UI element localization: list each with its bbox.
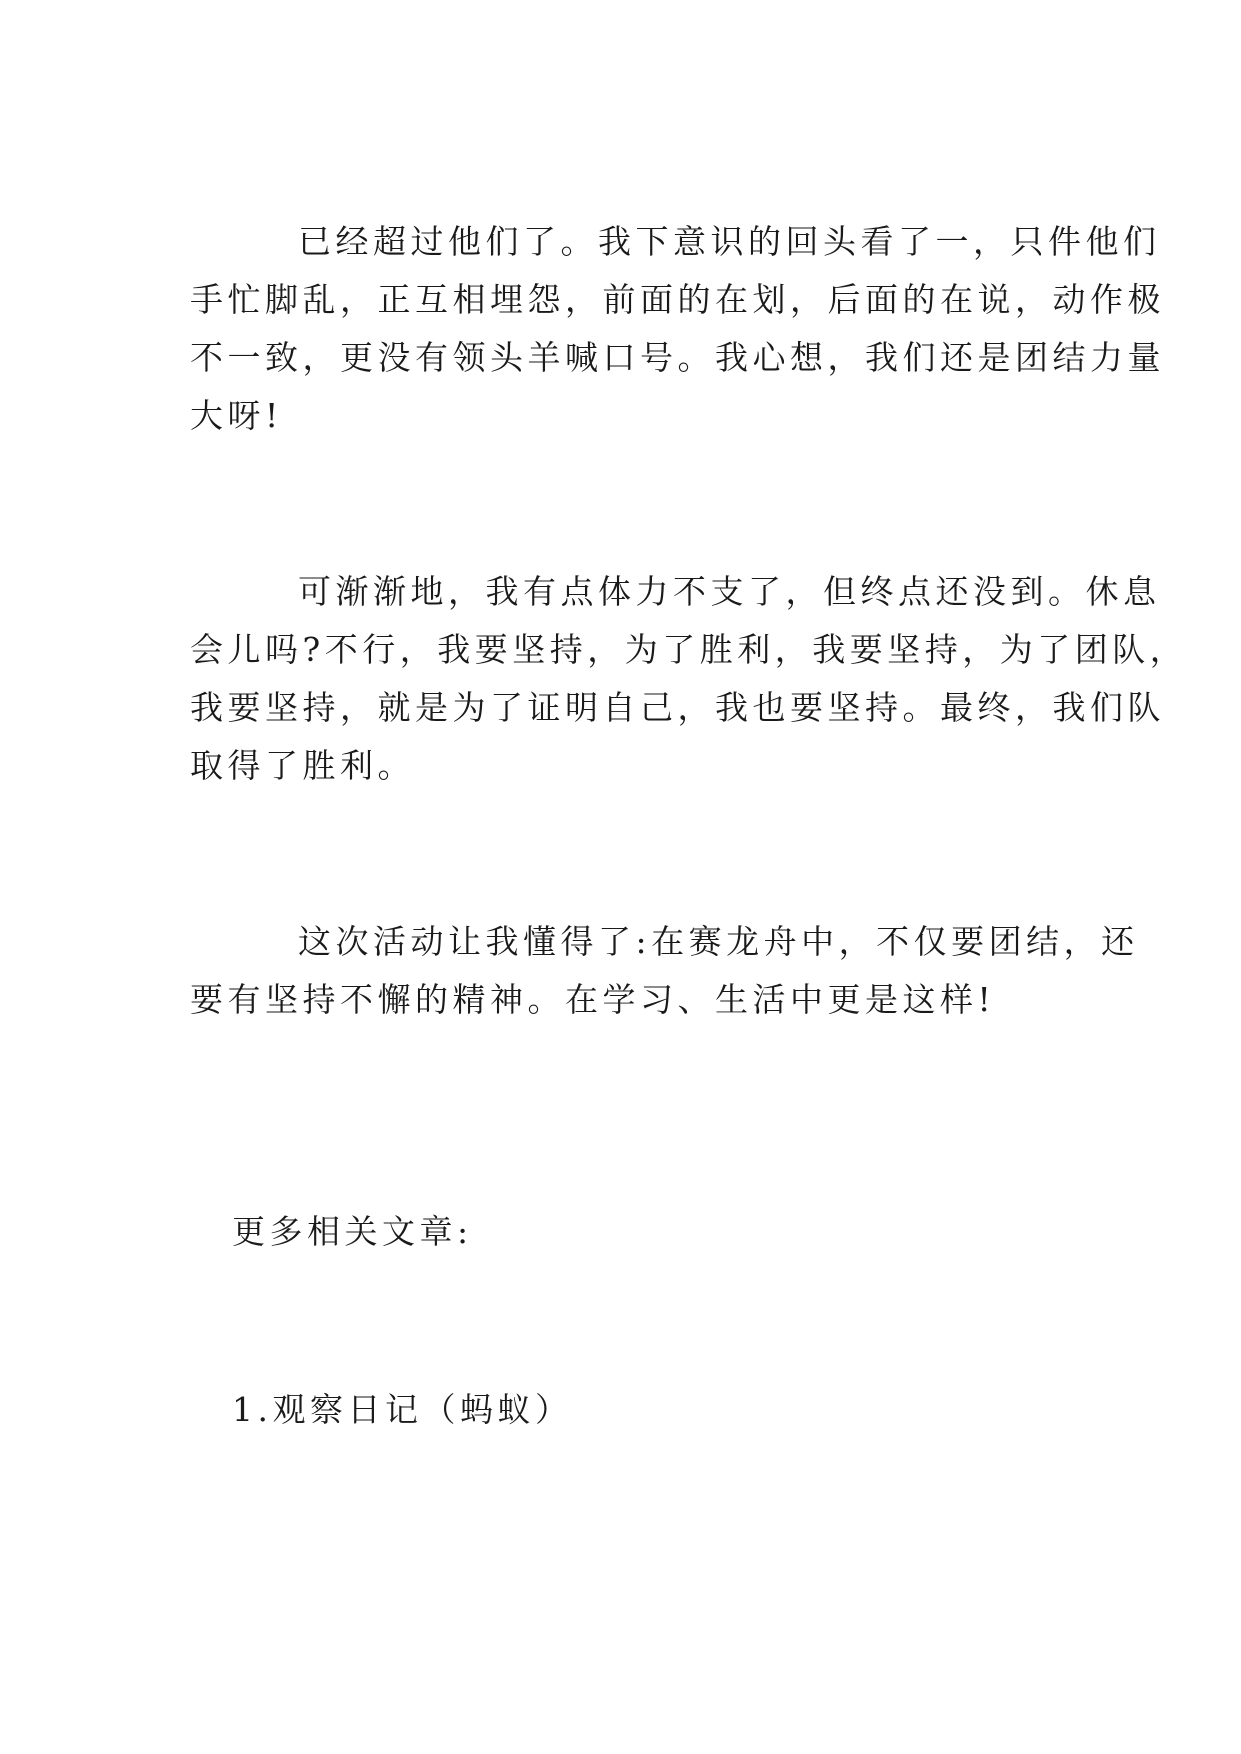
- paragraph-2-line-4: 取得了胜利。: [190, 746, 415, 785]
- paragraph-2-line-3: 我要坚持，就是为了证明自己，我也要坚持。最终，我们队: [190, 688, 1165, 727]
- paragraph-2-line-1: 可渐渐地，我有点体力不支了，但终点还没到。休息: [298, 572, 1161, 611]
- related-article-link[interactable]: 1.观察日记（蚂蚁）: [232, 1390, 573, 1429]
- related-articles-heading: 更多相关文章:: [232, 1212, 473, 1251]
- paragraph-1-line-4: 大呀!: [190, 396, 283, 435]
- paragraph-2-line-2: 会儿吗?不行，我要坚持，为了胜利，我要坚持，为了团队，: [190, 630, 1188, 669]
- paragraph-1-line-2: 手忙脚乱，正互相埋怨，前面的在划，后面的在说，动作极: [190, 280, 1165, 319]
- paragraph-3-line-2: 要有坚持不懈的精神。在学习、生活中更是这样!: [190, 980, 996, 1019]
- paragraph-3-line-1: 这次活动让我懂得了:在赛龙舟中，不仅要团结，还: [298, 922, 1139, 961]
- paragraph-1-line-3: 不一致，更没有领头羊喊口号。我心想，我们还是团结力量: [190, 338, 1165, 377]
- paragraph-1-line-1: 已经超过他们了。我下意识的回头看了一，只件他们: [298, 222, 1161, 261]
